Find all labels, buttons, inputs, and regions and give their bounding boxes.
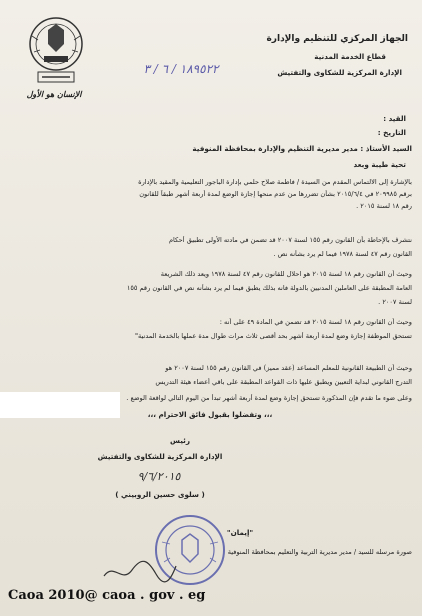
paragraph-4-line-2: تستحق الموظفة إجازة وضع لمدة أربعة أشهر بحد أقصى ثلاث مرات طوال مدة عملها بالخدمة المدنية" [134, 332, 412, 340]
id-label: القيد : [383, 114, 406, 123]
paragraph-5-line-3: وعلى ضوء ما تقدم فإن المذكورة تستحق إجازة وضع لمدة أربعة أشهر تبدأ من اليوم التالي لواقعة الوضع . [126, 394, 412, 402]
paragraph-3-line-1: وحيث أن القانون رقم ١٨ لسنة ٢٠١٥ هو احلال للقانون رقم ٤٧ لسنة ١٩٧٨ ويعد ذلك الشريعة [160, 270, 412, 278]
org-sector: قطاع الخدمة المدنية [314, 52, 386, 61]
logo-slogan: الإنسان هو الأول [26, 90, 82, 99]
paragraph-3-line-3: لسنة ٢٠٠٧ . [378, 298, 412, 306]
paragraph-2-line-1: نتشرف بالإحاطة بأن القانون رقم ١٥٥ لسنة ٢٠٠٧ قد تضمن في مادته الأولى تطبيق أحكام [168, 236, 412, 244]
copy-initials: "إيمان" [226, 528, 254, 537]
signatory-name: ( سلوى حسين الروبيني ) [115, 490, 205, 499]
org-department: الإدارة المركزية للشكاوى والتفتيش [277, 68, 402, 77]
signatory-title: رئيس [170, 436, 190, 445]
paragraph-5-line-2: التدرج القانوني لبداية التعيين ويطبق عليها ذات القواعد المطبقة على باقي أعضاء هيئة التدريس [155, 378, 412, 386]
paragraph-3-line-2: العامة المطبقة على العاملين المدنيين بالدولة فانه بذلك يطبق فيما لم يرد بشأنه نص في القانون رقم ١٥٥ [126, 284, 412, 292]
org-name: الجهاز المركزي للتنظيم والإدارة [266, 34, 408, 44]
paragraph-1-line-1: بالإشارة إلى الالتماس المقدم من السيدة / فاطمة صلاح حلمي بإدارة الباجور التعليمية والمقيد بالإدارة [138, 178, 412, 186]
signatory-department: الإدارة المركزية للشكاوى والتفتيش [97, 452, 223, 461]
closing-salutation: ،،، وتفضلوا بقبول فائق الاحترام ،،، [147, 410, 273, 419]
handwritten-reference: ١٨٩٥٢٢ / ٦ / ٣ [143, 62, 219, 76]
recipient-line: السيد الأستاذ : مدير مديرية التنظيم والإدارة بمحافظة المنوفية [192, 144, 412, 153]
date-label: التاريخ : [377, 128, 406, 137]
handwritten-signature: ٩/٦/٢٠١٥ [137, 470, 181, 483]
paragraph-4-line-1: وحيث أن القانون رقم ١٨ لسنة ٢٠١٥ قد تضمن في المادة ٤٩ على أنه : [219, 318, 412, 326]
government-logo [26, 14, 86, 88]
paragraph-1-line-3: رقم ١٨ لسنة ٢٠١٥ . [356, 202, 412, 210]
paragraph-5-line-1: وحيث أن الطبيعة القانونية للمعلم المساعد (عقد مميز) في القانون رقم ١٥٥ لسنة ٢٠٠٧ هو [165, 364, 412, 372]
bottom-signature-scribble [100, 556, 180, 590]
paragraph-2-line-2: القانون رقم ٤٧ لسنة ١٩٧٨ فيما لم يرد بشأنه نص . [273, 250, 412, 258]
footer-watermark: Caoa 2010@ caoa . gov . eg [8, 588, 206, 603]
paragraph-1-line-2: برقم ٢٠٩٩٨٥ في ٢٠١٥/٦/٤ بشأن تضررها من عدم منحها إجازة الوضع لمدة أربعة أشهر طبقاً للقانون [139, 190, 412, 198]
copy-recipient-line: صورة مرسله للسيد / مدير مديرية التربية والتعليم بمحافظة المنوفية [227, 548, 412, 556]
greeting: تحية طيبة وبعد [353, 160, 406, 169]
redaction-block [0, 392, 120, 418]
